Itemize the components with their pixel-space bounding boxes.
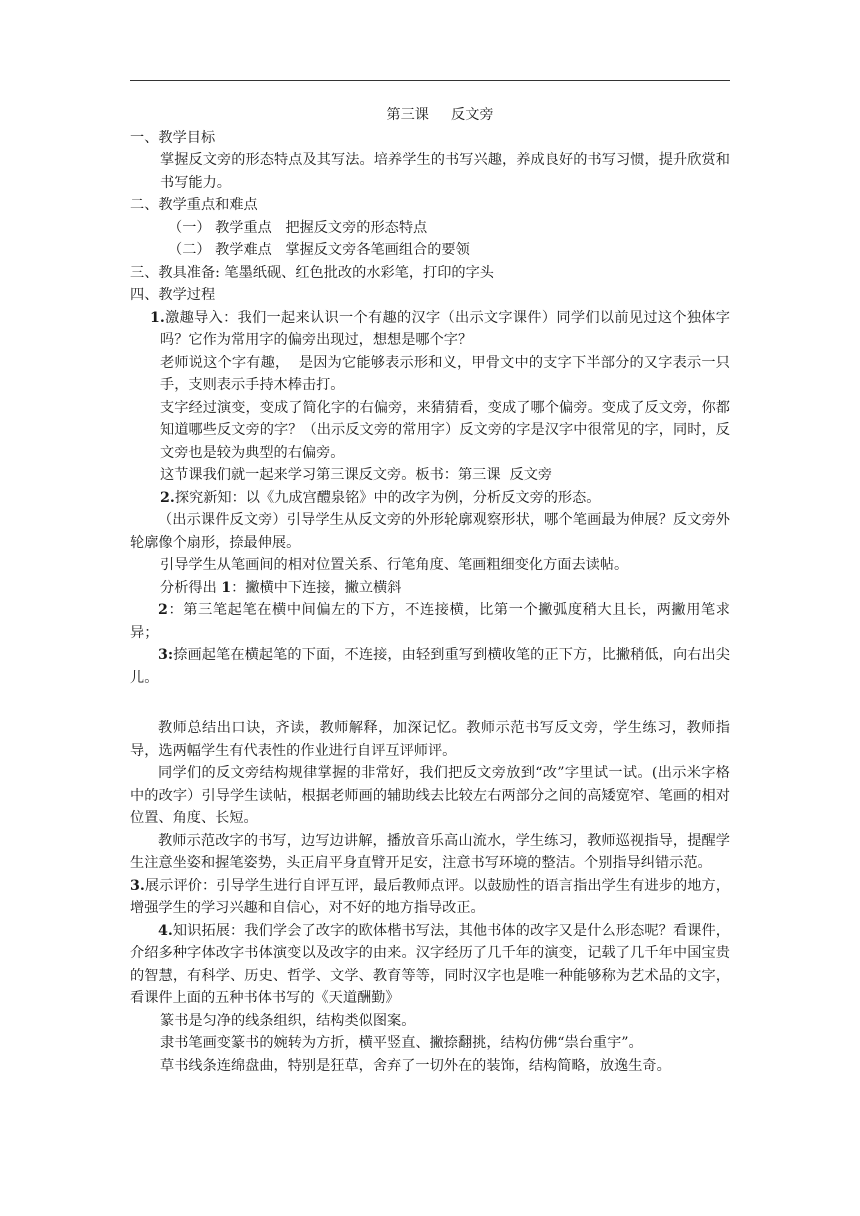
title-topic: 反文旁: [451, 107, 494, 123]
section-heading-3: 三、教具准备: 笔墨纸砚、红色批改的水彩笔，打印的字头: [130, 264, 494, 281]
section-2-item-2: （二） 教学难点 掌握反文旁各笔画组合的要领: [168, 242, 470, 258]
paragraph-analysis-2: 2：第三笔起笔在横中间偏左的下方，不连接横，比第一个撇弧度稍大且长，两撇用笔求异；: [130, 602, 730, 641]
paragraph-evaluation: 3.展示评价：引导学生进行自评互评，最后教师点评。以鼓励性的语言指出学生有进步的地方，增强学生的学习兴趣和自信心，对不好的地方指导改正。: [130, 877, 730, 916]
header-rule: [130, 80, 730, 81]
paragraph-demo: 教师示范改字的书写，边写边讲解，播放音乐高山流水，学生练习，教师巡视指导，提醒学生注意坐姿和握笔姿势，头正肩平身直臂开足安，注意书写环境的整洁。个别指导纠错示范。: [130, 832, 730, 871]
paragraph-extension: 4.知识拓展：我们学会了改字的欧体楷书写法，其他书体的改字又是什么形态呢？看课件，介绍多种字体改字书体演变以及改字的由来。汉字经历了几千年的演变，记载了几千年中国宝贵的智慧，有科学、历史、哲学、文学、教育等等，同时汉字也是唯一种能够称为艺术品的文字，看课件上面的五种书体书写的《天道酬勤》: [130, 922, 730, 1006]
step-number: 1.: [150, 309, 165, 326]
paragraph-7: 引导学生从笔画间的相对位置关系、行笔角度、笔画粗细变化方面去读帖。: [160, 557, 629, 573]
step-number: 3.: [130, 877, 145, 894]
title-lesson: 第三课: [386, 107, 429, 123]
paragraph-zhuan: 篆书是匀净的线条组织，结构类似图案。: [160, 1012, 416, 1029]
blank-line: [130, 689, 730, 717]
section-1-body: 掌握反文旁的形态特点及其写法。培养学生的书写兴趣，养成良好的书写习惯，提升欣赏和书写能力。: [160, 152, 730, 191]
step-number: 2.: [160, 489, 175, 506]
document-body: [130, 104, 730, 1077]
step-number: 4.: [158, 922, 173, 939]
paragraph-analysis-1: 分析得出 1：撇横中下连接，撇立横斜: [160, 579, 402, 596]
paragraph-cao: 草书线条连绵盘曲，特别是狂草，舍弃了一切外在的装饰，结构简略，放逸生奇。: [160, 1057, 671, 1074]
section-heading-4: 四、教学过程: [130, 287, 216, 303]
lesson-title: [150, 104, 730, 127]
paragraph-explore: 2.探究新知：以《九成宫醴泉铭》中的改字为例，分析反文旁的形态。: [160, 489, 601, 506]
paragraph-intro: 1.激趣导入：我们一起来认识一个有趣的汉字（出示文字课件）同学们以前见过这个独体字吗？它作为常用字的偏旁出现过，想想是哪个字？: [150, 309, 730, 348]
section-heading-1: 一、教学目标: [130, 129, 216, 146]
section-2-item-1: （一） 教学重点 把握反文旁的形态特点: [168, 219, 428, 236]
paragraph-analysis-3: 3:捺画起笔在横起笔的下面，不连接，由轻到重写到横收笔的正下方，比撇稍低，向右出尖儿。: [130, 647, 730, 686]
paragraph-6: （出示课件反文旁）引导学生从反文旁的外形轮廓观察形状，哪个笔画最为伸展？反文旁外轮廓像个扇形，捺最伸展。: [130, 512, 730, 551]
paragraph-li: 隶书笔画变篆书的婉转为方折，横平竖直、撇捺翻挑，结构仿佛“祟台重宇”。: [160, 1035, 643, 1051]
paragraph-4: 这节课我们就一起来学习第三课反文旁。板书：第三课 反文旁: [160, 467, 553, 483]
paragraph-2: 老师说这个字有趣， 是因为它能够表示形和义，甲骨文中的支字下半部分的又字表示一只手，支则表示手持木棒击打。: [160, 354, 730, 393]
section-heading-2: 二、教学重点和难点: [130, 197, 258, 213]
paragraph-3: 支字经过演变，变成了简化字的右偏旁，来猜猜看，变成了哪个偏旁。变成了反文旁，你都知道哪些反文旁的字？（出示反文旁的常用字）反文旁的字是汉字中很常见的字，同时，反文旁也是较为典型的右偏旁。: [160, 399, 730, 461]
paragraph-practice: 同学们的反文旁结构规律掌握的非常好，我们把反文旁放到“改”字里试一试。(出示米字格中的改字）引导学生读帖，根据老师画的辅助线去比较左右两部分之间的高矮宽窄、笔画的相对位置、角度、长短。: [130, 765, 730, 826]
paragraph-summary: 教师总结出口诀，齐读，教师解释，加深记忆。教师示范书写反文旁，学生练习，教师指导，选两幅学生有代表性的作业进行自评互评师评。: [130, 720, 730, 759]
